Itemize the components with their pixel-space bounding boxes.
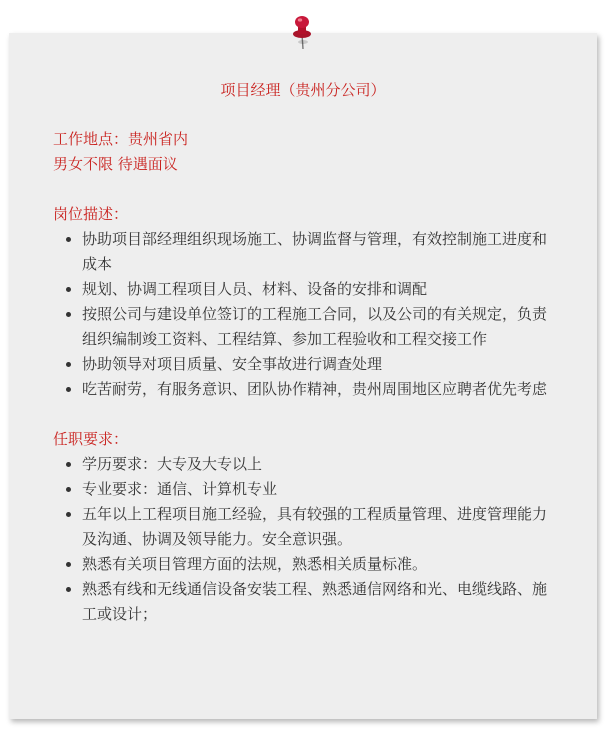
requirements-list [53,452,553,627]
list-item: • 按照公司与建设单位签订的工程施工合同，以及公司的有关规定，负责组织编制竣工资料、工程结算、参加工程验收和工程交接工作 [82,302,553,352]
pushpin-icon [289,14,317,50]
duties-heading: 岗位描述： [53,205,129,223]
list-item: • 学历要求：大专及大专以上 [82,452,553,477]
spacer [53,177,553,202]
list-item: • 专业要求：通信、计算机专业 [82,477,553,502]
list-item: • 五年以上工程项目施工经验，具有较强的工程质量管理、进度管理能力及沟通、协调及领导能力。安全意识强。 [82,502,553,552]
work-location: 工作地点：贵州省内 [53,130,189,148]
list-item: • 熟悉有关项目管理方面的法规，熟悉相关质量标准。 [82,552,553,577]
list-item: • 协助项目部经理组织现场施工、协调监督与管理，有效控制施工进度和成本 [82,227,553,277]
list-item: • 吃苦耐劳，有服务意识、团队协作精神，贵州周围地区应聘者优先考虑 [82,377,553,402]
job-content [53,127,553,627]
spacer [53,402,553,427]
job-title: 项目经理（贵州分公司） [220,81,386,99]
list-item: • 协助领导对项目质量、安全事故进行调查处理 [82,352,553,377]
list-item: • 熟悉有线和无线通信设备安装工程、熟悉通信网络和光、电缆线路、施工或设计； [82,577,553,627]
requirements-heading: 任职要求： [53,430,129,448]
duties-list [53,227,553,402]
list-item: • 规划、协调工程项目人员、材料、设备的安排和调配 [82,277,553,302]
gender-salary: 男女不限 待遇面议 [53,155,178,173]
